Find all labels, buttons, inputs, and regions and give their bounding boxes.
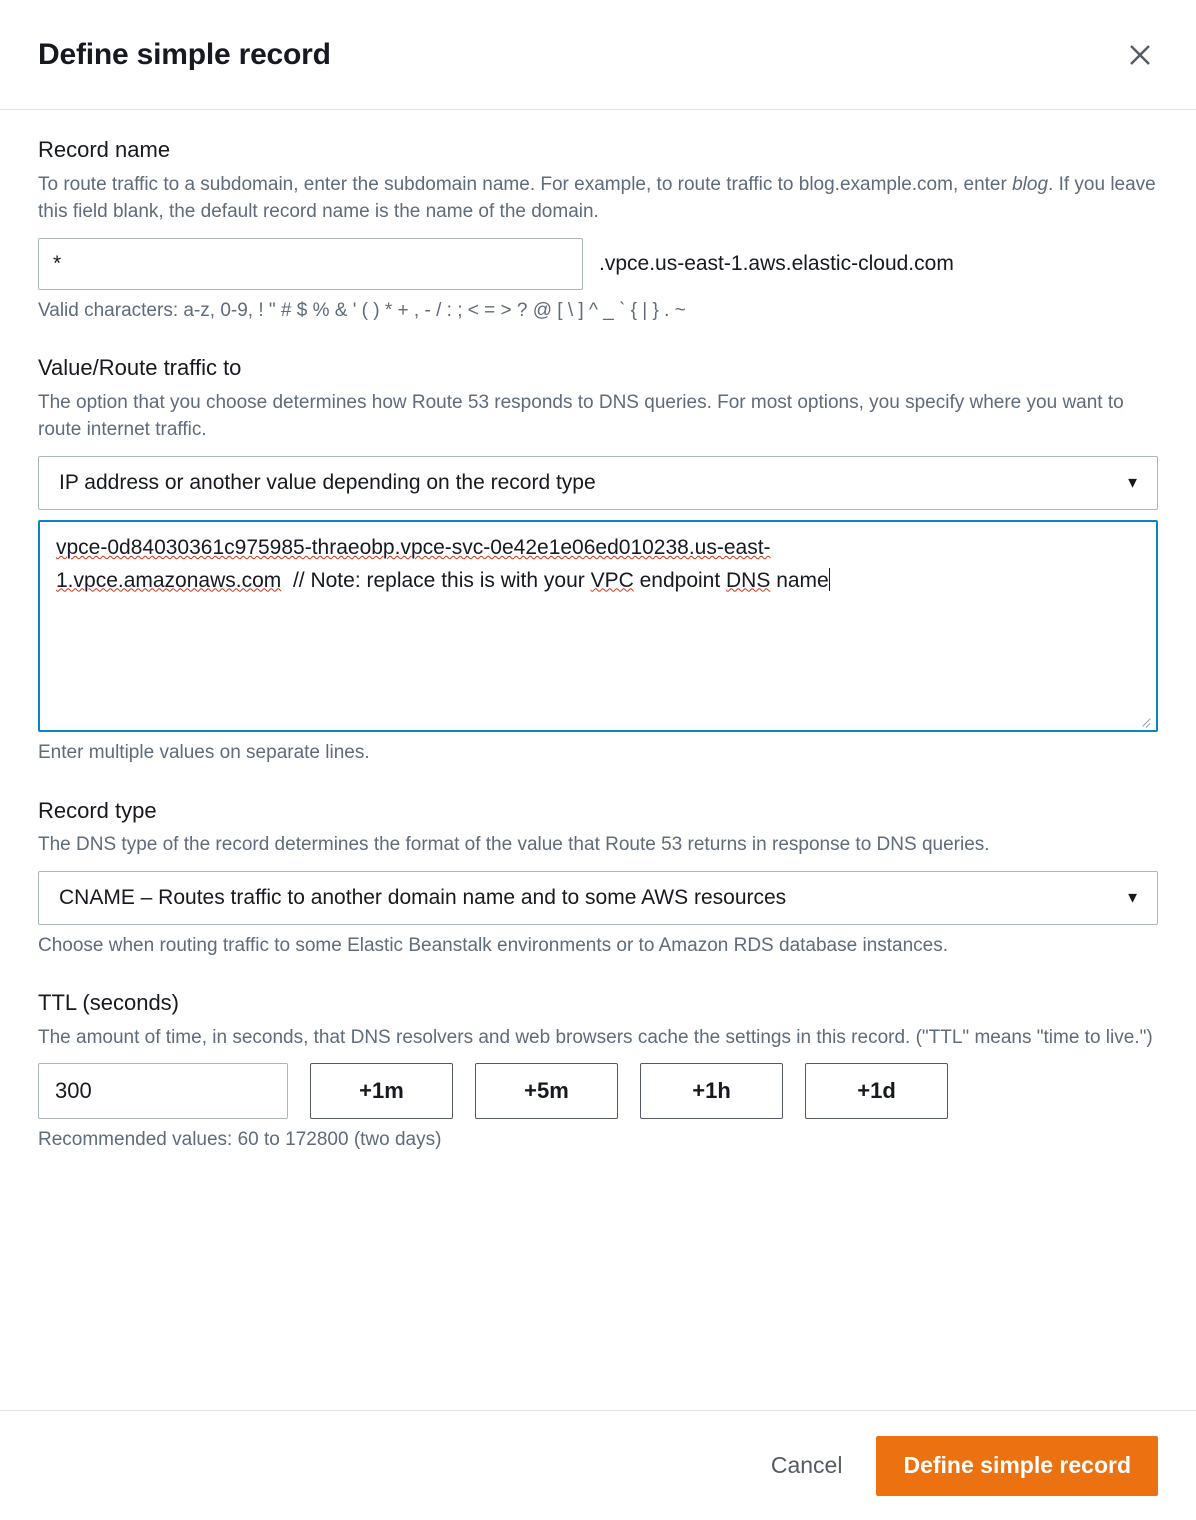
ttl-plus-5m-button[interactable]: +5m [475, 1063, 618, 1119]
ttl-plus-1h-button[interactable]: +1h [640, 1063, 783, 1119]
value-route-text-dns: DNS [726, 568, 771, 592]
ttl-description: The amount of time, in seconds, that DNS resolvers and web browsers cache the settings in this record. ("TTL" means "time to live.") [38, 1026, 1153, 1048]
dialog-body [0, 110, 1196, 1410]
chevron-down-icon: ▼ [1125, 889, 1140, 907]
chevron-down-icon: ▼ [1125, 474, 1140, 492]
dialog-footer [0, 1410, 1196, 1520]
record-type-label: Record type [38, 797, 157, 823]
value-route-field [38, 354, 1158, 766]
close-icon[interactable] [1120, 35, 1160, 75]
record-name-field [38, 136, 1158, 324]
value-route-label: Value/Route traffic to [38, 355, 242, 381]
value-route-text-line1: vpce-0d84030361c975985-thraeobp.vpce-svc-0e42e1e06ed010238.us-east- [56, 535, 771, 559]
cancel-button[interactable]: Cancel [767, 1442, 847, 1489]
record-name-description-part2: . If you leave this field blank, the default record name is the name of the domain. [38, 173, 1156, 223]
value-route-text-vpc: VPC [590, 568, 634, 592]
ttl-field [38, 989, 1158, 1154]
ttl-recommended: Recommended values: 60 to 172800 (two days) [38, 1129, 442, 1151]
value-route-text-mid: endpoint [633, 568, 727, 592]
dialog-title: Define simple record [38, 37, 331, 71]
value-route-text-end: name [770, 568, 829, 592]
textarea-resize-handle[interactable] [1141, 715, 1153, 727]
dialog-header [0, 0, 1196, 110]
text-caret [829, 568, 830, 591]
value-route-text-line2-domain: 1.vpce.amazonaws.com [56, 568, 282, 592]
record-type-helper: Choose when routing traffic to some Elastic Beanstalk environments or to Amazon RDS database instances. [38, 934, 949, 956]
record-name-row [38, 238, 1158, 290]
record-name-domain-suffix: .vpce.us-east-1.aws.elastic-cloud.com [599, 251, 954, 275]
ttl-label: TTL (seconds) [38, 990, 180, 1016]
record-name-valid-characters: Valid characters: a-z, 0-9, ! " # $ % & ' ( ) * + , - / : ; < = > ? @ [ \ ] ^ _ ` { | } . ~ [38, 299, 686, 321]
define-simple-record-button[interactable]: Define simple record [876, 1436, 1158, 1496]
record-name-description-italic: blog [1012, 173, 1049, 195]
record-type-field [38, 797, 1158, 960]
value-route-description: The option that you choose determines how Route 53 responds to DNS queries. For most options, you specify where you want to route internet traffic. [38, 391, 1124, 441]
record-name-description [38, 171, 1158, 226]
record-type-description: The DNS type of the record determines the format of the value that Route 53 returns in response to DNS queries. [38, 834, 990, 856]
record-type-select-value[interactable]: CNAME – Routes traffic to another domain name and to some AWS resources [38, 871, 1158, 925]
record-name-description-part1: To route traffic to a subdomain, enter the subdomain name. For example, to route traffic to blog.example.com, enter [38, 173, 1013, 195]
ttl-input[interactable] [38, 1063, 288, 1119]
record-type-select[interactable] [38, 871, 1158, 925]
record-name-label: Record name [38, 137, 171, 162]
value-route-select[interactable] [38, 456, 1158, 510]
record-name-input[interactable] [38, 238, 583, 290]
ttl-plus-1m-button[interactable]: +1m [310, 1063, 453, 1119]
ttl-plus-1d-button[interactable]: +1d [805, 1063, 948, 1119]
value-route-helper: Enter multiple values on separate lines. [38, 741, 370, 763]
value-route-text-note: // Note: replace this is with your [292, 568, 591, 592]
ttl-row [38, 1063, 1158, 1119]
value-route-textarea[interactable] [38, 520, 1158, 732]
value-route-select-value[interactable]: IP address or another value depending on the record type [38, 456, 1158, 510]
